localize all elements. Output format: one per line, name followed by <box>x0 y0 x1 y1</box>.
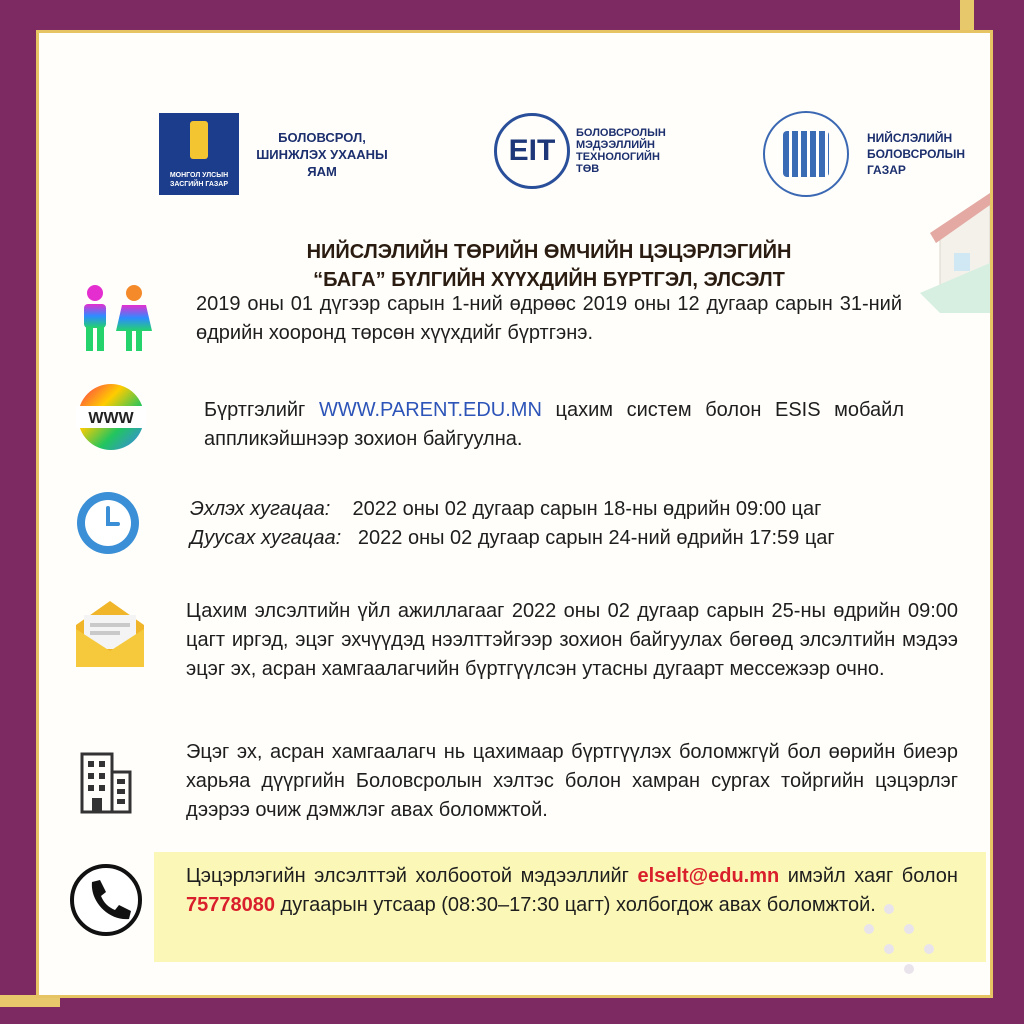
children-icon <box>70 283 160 353</box>
start-time-row <box>190 495 980 524</box>
government-emblem <box>159 113 239 195</box>
city-education-logo <box>763 111 977 197</box>
city-education-emblem <box>763 111 849 197</box>
decorative-dots <box>864 904 974 984</box>
book-icon <box>783 131 829 177</box>
eligibility-text: 2019 оны 01 дүгээр сарын 1-ний өдрөөс 2019 оны 12 дугаар сарын 31-ний өдрийн хооронд төрсөн хүүхдийг бүртгэнэ. <box>196 293 902 344</box>
eit-name: БОЛОВСРОЛЫН МЭДЭЭЛЛИЙН ТЕХНОЛОГИЙН ТӨВ <box>576 127 666 175</box>
building-icon <box>80 752 132 814</box>
title-line-2: “БАГА” БҮЛГИЙН ХҮҮХДИЙН БҮРТГЭЛ, ЭЛСЭЛТ <box>313 269 785 291</box>
contact-text <box>186 862 958 920</box>
eit-logo <box>494 113 686 189</box>
contact-text-start: Цэцэрлэгийн элсэлттэй холбоотой мэдээллийг <box>186 865 638 887</box>
end-time-row <box>190 524 980 553</box>
contact-email[interactable]: elselt@edu.mn <box>637 865 780 887</box>
envelope-icon <box>74 597 146 669</box>
page-title <box>189 238 909 294</box>
registration-text-end: цахим систем болон ESIS мобайл аппликэйшнээр зохион байгуулна. <box>204 399 905 450</box>
contact-phone[interactable]: 75778080 <box>186 894 275 916</box>
phone-icon <box>68 862 144 938</box>
eit-emblem <box>494 113 570 189</box>
contact-text-middle: имэйл хаяг болон <box>779 865 958 887</box>
clock-icon <box>75 490 141 556</box>
end-time-label: Дуусах хугацаа: <box>190 527 342 549</box>
registration-text <box>204 396 904 454</box>
city-education-name: НИЙСЛЭЛИЙН БОЛОВСРОЛЫН ГАЗАР <box>867 131 966 177</box>
start-time-label: Эхлэх хугацаа: <box>190 498 331 520</box>
registration-period <box>190 495 980 553</box>
end-time-value: 2022 оны 02 дугаар сарын 24-ний өдрийн 17:59 цаг <box>357 527 835 549</box>
www-label: WWW <box>88 410 134 427</box>
online-admission-text: Цахим элсэлтийн үйл ажиллагааг 2022 оны 02 дугаар сарын 25-ны өдрийн 09:00 цагт иргэд, эцэг эхчүүдэд нээлттэйгээр зохион байгуулах бөгөөд элсэлтийн мэдээ эцэг эх, асран хамгаалагчийн бүртгүүлсэн утасны дугаарт мессежээр очно. <box>186 600 958 680</box>
eit-mark: EIT <box>508 134 556 167</box>
soyombo-icon <box>190 121 208 159</box>
registration-text-start: Бүртгэлийг <box>204 399 319 421</box>
logo-bar <box>39 103 990 203</box>
ministry-name: БОЛОВСРОЛ, ШИНЖЛЭХ УХААНЫ ЯАМ <box>256 129 388 179</box>
in-person-support-text: Эцэг эх, асран хамгаалагч нь цахимаар бүртгүүлэх боломжгүй бол өөрийн биеэр харьяа дүүргийн Боловсролын хэлтэс болон хамран сургах тойргийн цэцэрлэг дээрээ очиж дэмжлэг авах боломжтой. <box>186 741 958 821</box>
www-globe-icon <box>76 382 146 452</box>
title-line-1: НИЙСЛЭЛИЙН ТӨРИЙН ӨМЧИЙН ЦЭЦЭРЛЭГИЙН <box>306 241 792 263</box>
contact-text-end: дугаарын утсаар (08:30–17:30 цагт) холбогдож авах боломжтой. <box>274 894 876 916</box>
emblem-caption: МОНГОЛ УЛСЫН ЗАСГИЙН ГАЗАР <box>169 172 229 188</box>
parent-portal-link[interactable]: WWW.PARENT.EDU.MN <box>318 399 542 421</box>
start-time-value: 2022 оны 02 дугаар сарын 18-ны өдрийн 09:00 цаг <box>352 498 822 520</box>
ministry-logo <box>159 113 397 195</box>
